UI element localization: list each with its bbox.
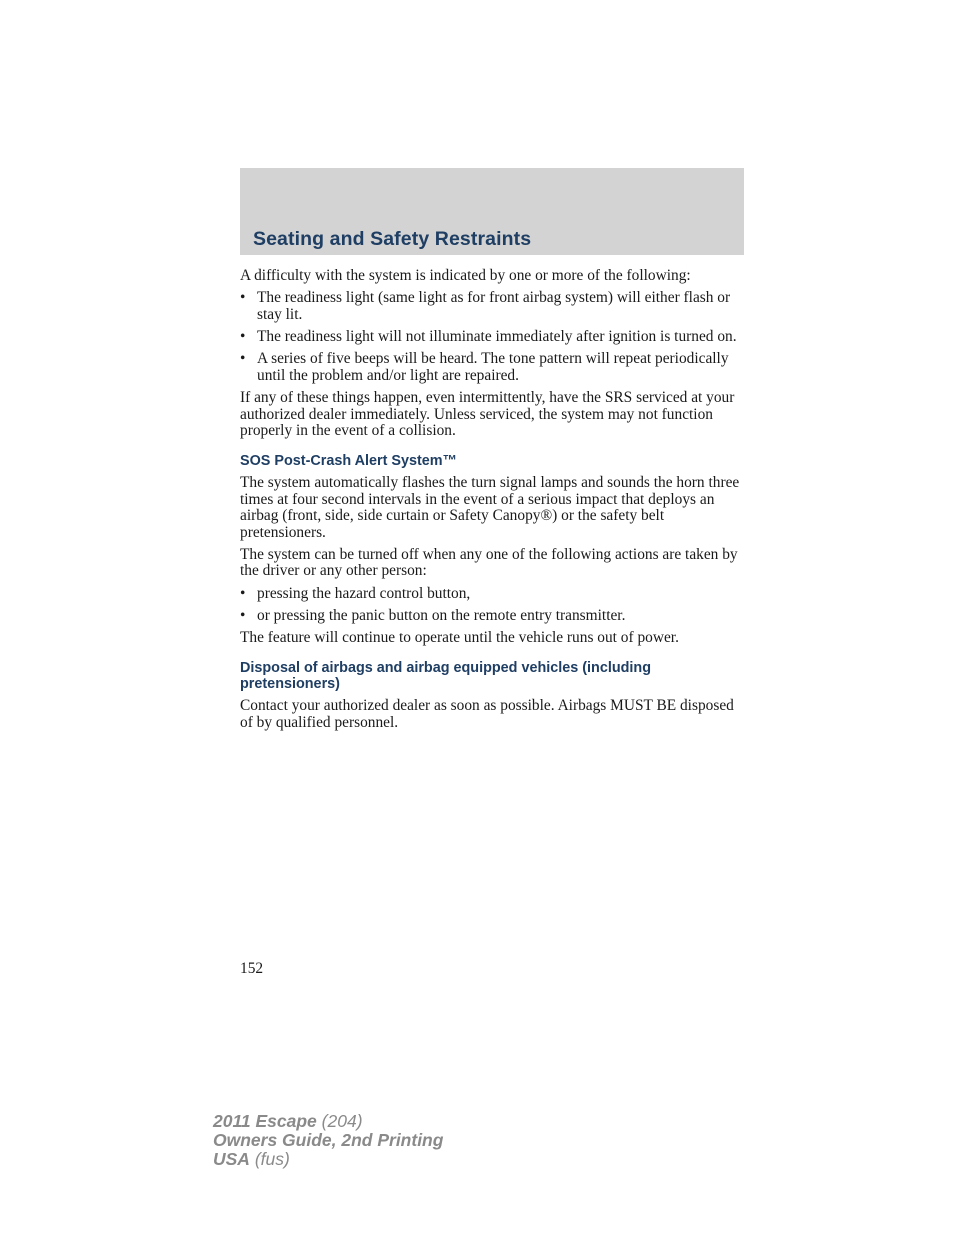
section-header-band <box>240 168 744 255</box>
bullet-icon: • <box>240 289 246 307</box>
footer-guide-edition: Owners Guide, 2nd Printing <box>213 1130 444 1150</box>
disposal-heading: Disposal of airbags and airbag equipped vehicles (including pretensioners) <box>240 659 652 692</box>
intro-paragraph: A difficulty with the system is indicated by one or more of the following: <box>240 267 691 284</box>
srs-service-paragraph: If any of these things happen, even intermittently, have the SRS serviced at your authorized dealer immediately. Unless serviced, the system may not function properly in the event of a collision. <box>240 388 735 440</box>
list-item <box>240 290 744 323</box>
footer-line-3 <box>213 1150 443 1169</box>
list-item-text: pressing the hazard control button, <box>257 584 471 602</box>
list-item-text: A series of five beeps will be heard. The tone pattern will repeat periodically until the problem and/or light are repaired. <box>257 350 729 384</box>
document-footer <box>213 1112 443 1169</box>
list-item <box>240 586 744 603</box>
sos-paragraph-2: The system can be turned off when any one of the following actions are taken by the driver or any other person: <box>240 545 738 580</box>
list-item-text: or pressing the panic button on the remote entry transmitter. <box>257 606 626 624</box>
footer-model: 2011 Escape <box>213 1111 317 1131</box>
bullet-icon: • <box>240 350 246 368</box>
footer-market: USA <box>213 1149 250 1169</box>
page-number: 152 <box>240 960 264 977</box>
section-title: Seating and Safety Restraints <box>253 228 532 250</box>
list-item <box>240 608 744 625</box>
sos-heading: SOS Post-Crash Alert System™ <box>240 452 457 469</box>
bullet-icon: • <box>240 327 246 345</box>
sos-bullet-list <box>240 586 744 625</box>
sos-paragraph-3: The feature will continue to operate until the vehicle runs out of power. <box>240 629 679 647</box>
disposal-paragraph: Contact your authorized dealer as soon as possible. Airbags MUST BE disposed of by qualified personnel. <box>240 697 734 731</box>
list-item-text: The readiness light will not illuminate immediately after ignition is turned on. <box>257 327 737 345</box>
bullet-icon: • <box>240 606 246 624</box>
difficulty-bullet-list <box>240 290 744 384</box>
footer-market-code: (fus) <box>254 1149 290 1169</box>
list-item <box>240 351 744 384</box>
sos-paragraph-1: The system automatically flashes the turn signal lamps and sounds the horn three times at four second intervals in the event of a serious impact that deploys an airbag (front, side, side curtain or Safety Canopy®) or the safety belt pretensioners. <box>240 473 740 541</box>
footer-line-1 <box>213 1112 443 1131</box>
list-item <box>240 329 744 346</box>
page-content <box>240 268 744 737</box>
list-item-text: The readiness light (same light as for front airbag system) will either flash or stay lit. <box>257 289 731 323</box>
footer-line-2 <box>213 1131 443 1150</box>
footer-model-code: (204) <box>321 1111 363 1131</box>
bullet-icon: • <box>240 584 246 602</box>
